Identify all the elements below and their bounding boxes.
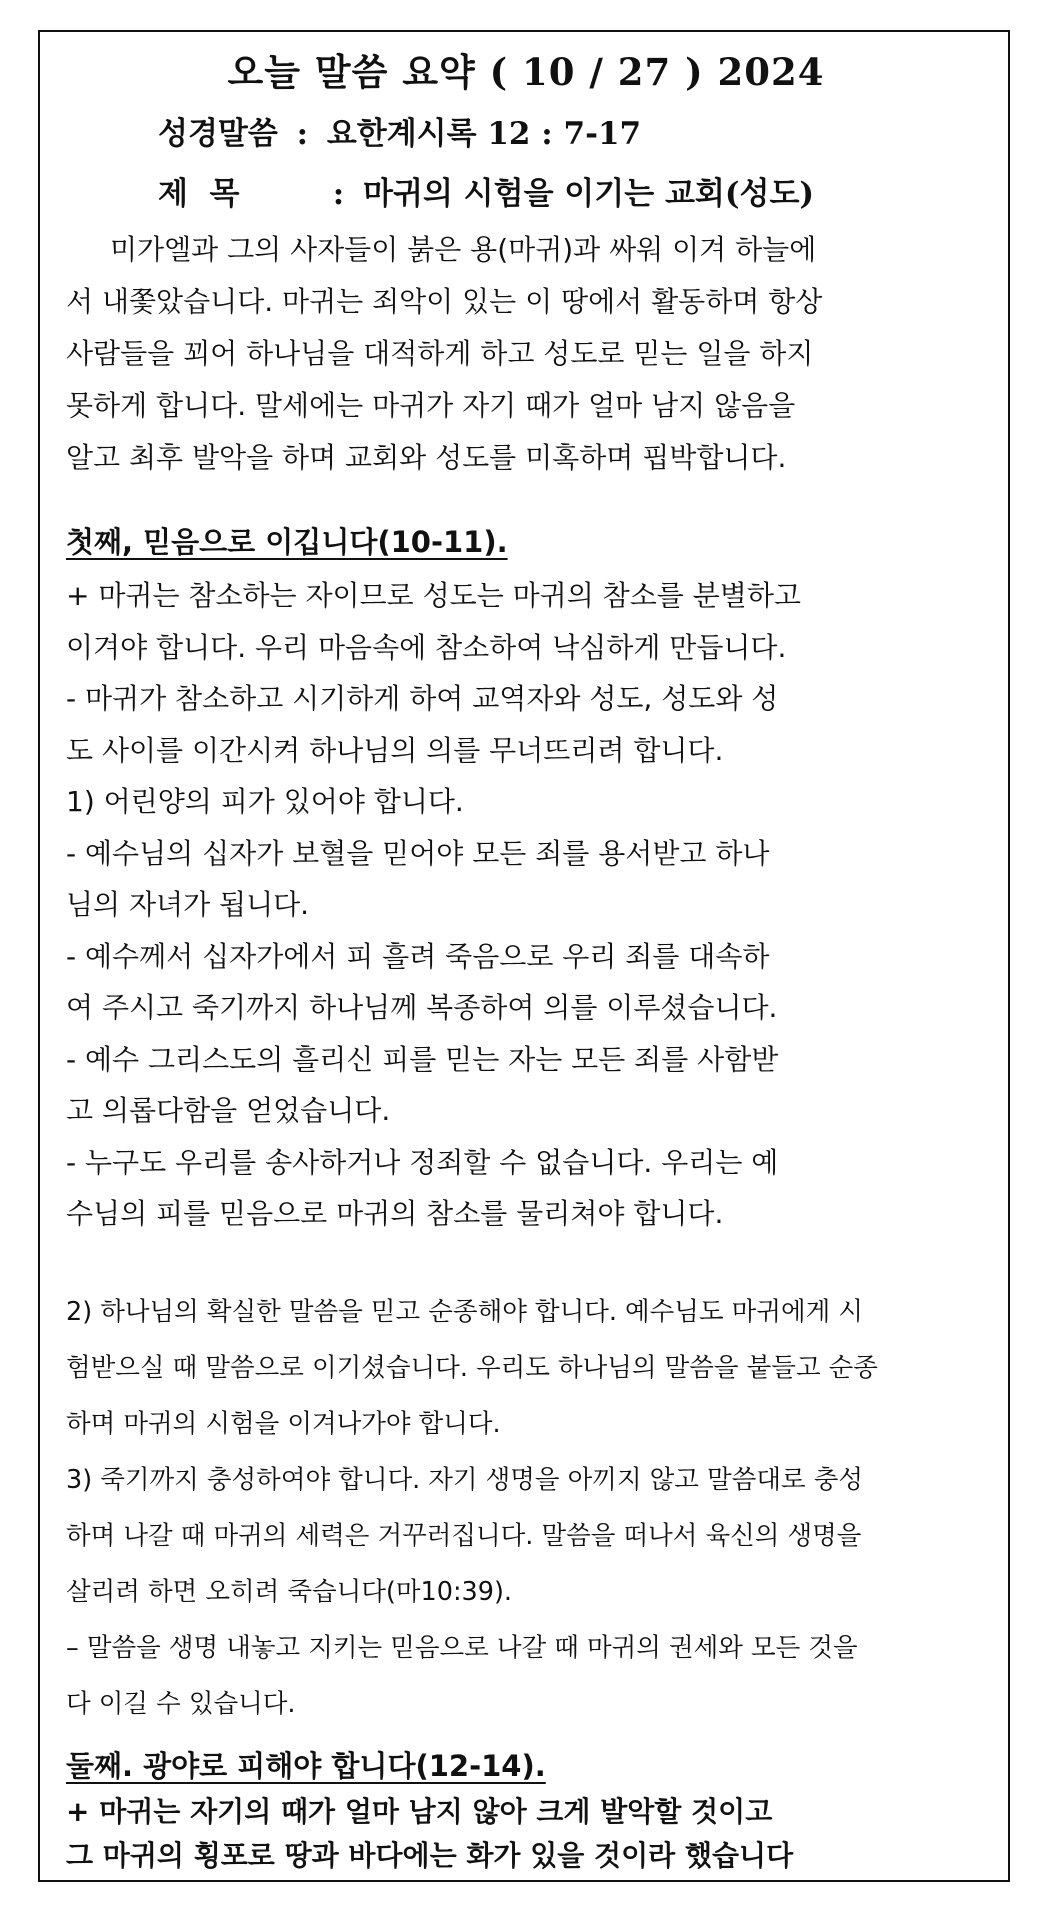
theme-value: 마귀의 시험을 이기는 교회(성도): [363, 176, 815, 212]
body-line: 하며 나갈 때 마귀의 세력은 거꾸러집니다. 말씀을 떠나서 육신의 생명을: [66, 1521, 862, 1551]
body-line: 여 주시고 죽기까지 하나님께 복종하여 의를 이루셨습니다.: [66, 991, 778, 1024]
scripture-row: [158, 108, 641, 153]
body-line: 그 마귀의 횡포로 땅과 바다에는 화가 있을 것이라 했습니다: [66, 1839, 794, 1872]
section-second-body: [66, 1790, 996, 1878]
body-line: 3) 죽기까지 충성하여야 합니다. 자기 생명을 아끼지 않고 말씀대로 충성: [66, 1465, 863, 1495]
body-line: + 마귀는 자기의 때가 얼마 남지 않아 크게 발악할 것이고: [66, 1795, 773, 1828]
section-first-body: [66, 570, 996, 1240]
section-heading-second: 둘째. 광야로 피해야 합니다(12-14).: [66, 1749, 546, 1783]
intro-line: 알고 최후 발악을 하며 교회와 성도를 미혹하며 핍박합니다.: [66, 441, 787, 474]
intro-line: 미가엘과 그의 사자들이 붉은 용(마귀)과 싸워 이겨 하늘에: [110, 233, 817, 266]
body-line: 고 의롭다함을 얻었습니다.: [66, 1094, 391, 1127]
section-first-continued: [66, 1284, 996, 1732]
body-line: - 예수께서 십자가에서 피 흘려 죽음으로 우리 죄를 대속하: [66, 939, 770, 973]
body-line: 이겨야 합니다. 우리 마음속에 참소하여 낙심하게 만듭니다.: [66, 630, 787, 664]
theme-label: 제 목: [158, 176, 240, 212]
intro-line: 못하게 합니다. 말세에는 마귀가 자기 때가 얼마 남지 않음을: [66, 389, 796, 422]
body-line: 도 사이를 이간시켜 하나님의 의를 무너뜨리려 합니다.: [66, 733, 724, 767]
body-line: – 말씀을 생명 내놓고 지키는 믿음으로 나갈 때 마귀의 권세와 모든 것을: [66, 1633, 858, 1663]
scripture-separator: :: [296, 116, 309, 152]
scripture-label: 성경말씀: [158, 116, 278, 152]
body-line: 험받으실 때 말씀으로 이기셨습니다. 우리도 하나님의 말씀을 붙들고 순종: [66, 1353, 878, 1383]
intro-line: 사람들을 꾀어 하나님을 대적하게 하고 성도로 믿는 일을 하지: [66, 337, 814, 370]
body-line: 수님의 피를 믿음으로 마귀의 참소를 물리쳐야 합니다.: [66, 1197, 724, 1230]
document-title: 오늘 말씀 요약 ( 10 / 27 ) 2024: [227, 50, 825, 94]
intro-paragraph: [66, 224, 996, 484]
body-line: - 마귀가 참소하고 시기하게 하여 교역자와 성도, 성도와 성: [66, 682, 779, 715]
body-line: - 누구도 우리를 송사하거나 정죄할 수 없습니다. 우리는 예: [66, 1145, 779, 1179]
section-heading-first: 첫째, 믿음으로 이깁니다(10-11).: [66, 525, 508, 559]
body-line: 하며 마귀의 시험을 이겨나가야 합니다.: [66, 1409, 501, 1439]
scripture-value: 요한계시록 12 : 7-17: [326, 116, 642, 152]
body-line: 살리려 하면 오히려 죽습니다(마10:39).: [66, 1577, 513, 1607]
body-line: 다 이길 수 있습니다.: [66, 1689, 296, 1719]
theme-row: [158, 168, 814, 213]
body-line: - 예수 그리스도의 흘리신 피를 믿는 자는 모든 죄를 사함받: [66, 1042, 779, 1076]
body-line: 2) 하나님의 확실한 말씀을 믿고 순종해야 합니다. 예수님도 마귀에게 시: [66, 1297, 863, 1327]
body-line: - 예수님의 십자가 보혈을 믿어야 모든 죄를 용서받고 하나: [66, 836, 770, 870]
body-line: + 마귀는 참소하는 자이므로 성도는 마귀의 참소를 분별하고: [66, 579, 801, 612]
body-line: 님의 자녀가 됩니다.: [66, 888, 310, 921]
theme-separator: :: [332, 176, 345, 212]
body-line: 1) 어린양의 피가 있어야 합니다.: [66, 785, 464, 818]
intro-line: 서 내쫓았습니다. 마귀는 죄악이 있는 이 땅에서 활동하며 항상: [66, 285, 823, 318]
